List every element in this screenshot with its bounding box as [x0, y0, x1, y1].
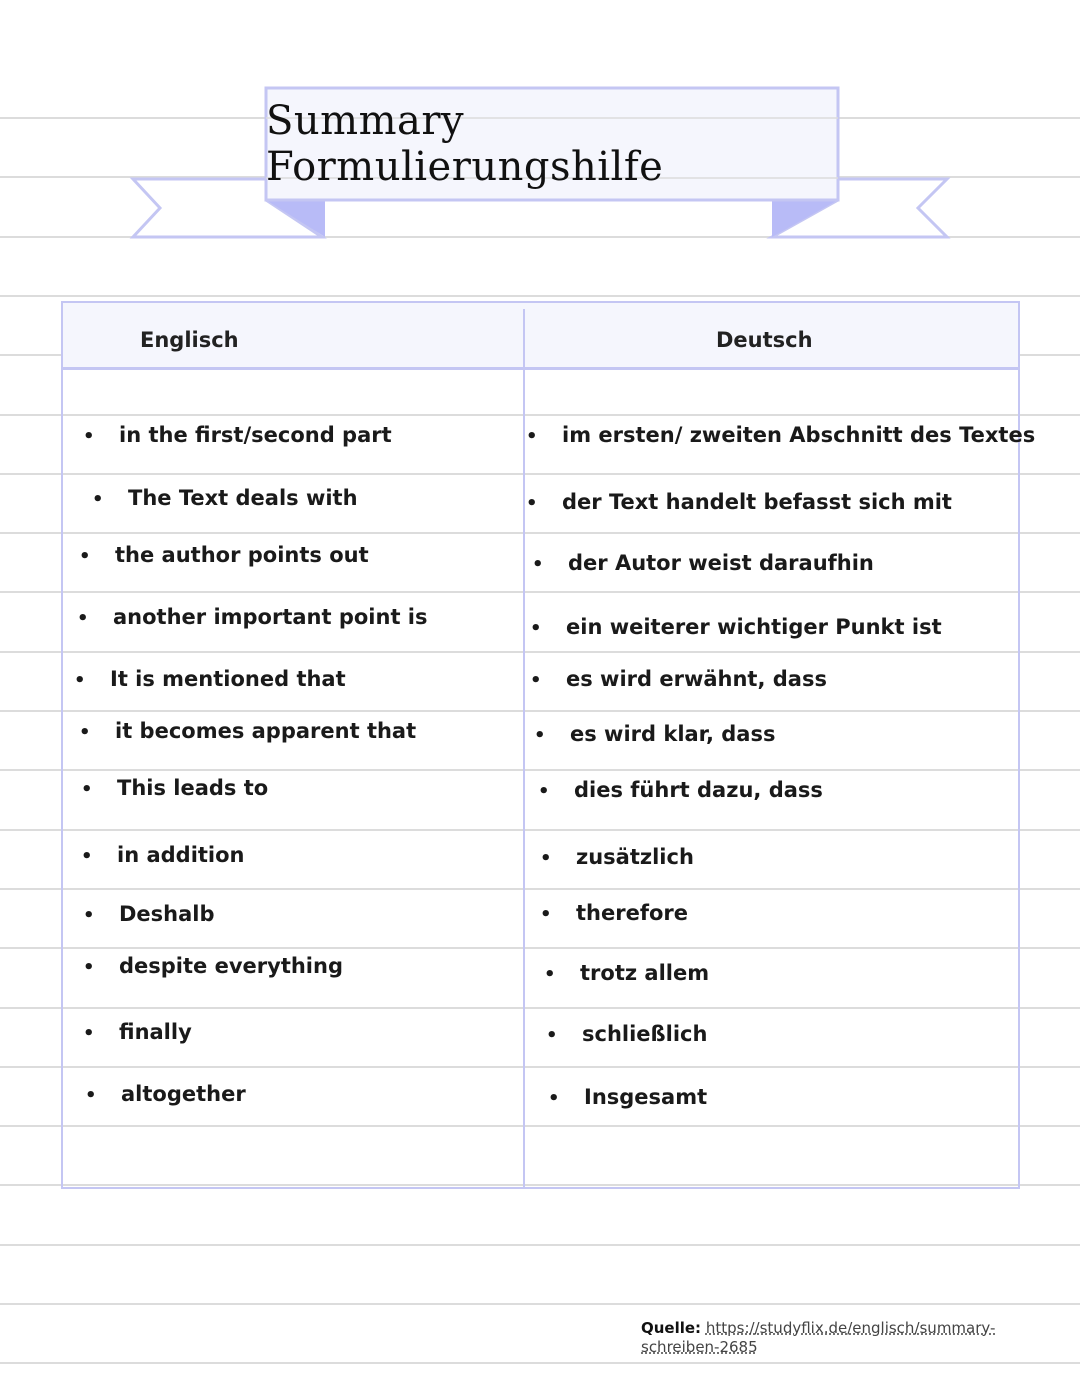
phrase-text: the author points out [115, 543, 369, 567]
bullet-icon: • [81, 846, 93, 867]
bullet-icon: • [546, 1025, 558, 1046]
bullet-icon: • [530, 670, 542, 691]
phrase-text: in the first/second part [119, 423, 392, 447]
header-german: Deutsch [716, 328, 813, 352]
phrase-text: ein weiterer wichtiger Punkt ist [566, 615, 942, 639]
german-phrase [526, 490, 952, 514]
bullet-icon: • [83, 905, 95, 926]
english-phrase [83, 423, 392, 447]
phrase-text: finally [119, 1020, 192, 1044]
german-phrase [548, 1085, 707, 1109]
english-phrase [79, 543, 369, 567]
phrase-text: Insgesamt [584, 1085, 708, 1109]
bullet-icon: • [532, 554, 544, 575]
phrase-text: dies führt dazu, dass [574, 778, 823, 802]
german-phrase [540, 901, 688, 925]
phrase-text: trotz allem [580, 961, 710, 985]
english-phrase [92, 486, 358, 510]
bullet-icon: • [526, 493, 538, 514]
english-phrase [74, 667, 346, 691]
german-phrase [526, 423, 1035, 447]
phrase-text: This leads to [117, 776, 269, 800]
bullet-icon: • [530, 618, 542, 639]
phrase-text: it becomes apparent that [115, 719, 417, 743]
bullet-icon: • [544, 964, 556, 985]
phrase-text: It is mentioned that [110, 667, 346, 691]
phrase-text: im ersten/ zweiten Abschnitt des Textes [562, 423, 1036, 447]
german-phrase [530, 667, 827, 691]
german-phrase [546, 1022, 707, 1046]
english-phrase [83, 954, 343, 978]
phrase-text: es wird erwähnt, dass [566, 667, 827, 691]
english-phrase [77, 605, 428, 629]
bullet-icon: • [81, 779, 93, 800]
table-header [63, 303, 1018, 370]
bullet-icon: • [79, 546, 91, 567]
english-phrase [81, 776, 268, 800]
german-phrase [538, 778, 823, 802]
phrase-text: The Text deals with [128, 486, 358, 510]
source-link[interactable]: https://studyflix.de/englisch/summary-schreiben-2685 [641, 1319, 996, 1356]
source-note [641, 1319, 1001, 1357]
bullet-icon: • [526, 426, 538, 447]
phrase-text: der Text handelt befasst sich mit [562, 490, 952, 514]
english-phrase [79, 719, 416, 743]
rule-line [0, 1303, 1080, 1305]
column-divider [523, 309, 525, 1187]
bullet-icon: • [77, 608, 89, 629]
phrase-text: zusätzlich [576, 845, 694, 869]
bullet-icon: • [85, 1085, 97, 1106]
phrase-text: Deshalb [119, 902, 215, 926]
german-phrase [544, 961, 709, 985]
page-title: Summary Formulierungshilfe [266, 98, 664, 190]
bullet-icon: • [83, 1023, 95, 1044]
phrase-text: despite everything [119, 954, 343, 978]
bullet-icon: • [540, 904, 552, 925]
phrase-text: es wird klar, dass [570, 722, 776, 746]
source-label: Quelle: [641, 1319, 702, 1337]
phrase-table [61, 301, 1036, 1189]
german-phrase [534, 722, 775, 746]
bullet-icon: • [74, 670, 86, 691]
header-english: Englisch [140, 328, 239, 352]
rule-line [0, 1362, 1080, 1364]
german-phrase [530, 615, 942, 639]
phrase-text: in addition [117, 843, 245, 867]
bullet-icon: • [83, 426, 95, 447]
bullet-icon: • [548, 1088, 560, 1109]
bullet-icon: • [538, 781, 550, 802]
english-phrase [83, 1020, 192, 1044]
bullet-icon: • [79, 722, 91, 743]
rule-line [0, 295, 1080, 297]
german-phrase [532, 551, 874, 575]
english-phrase [83, 902, 215, 926]
english-phrase [81, 843, 245, 867]
phrase-text: therefore [576, 901, 688, 925]
bullet-icon: • [83, 957, 95, 978]
phrase-text: der Autor weist daraufhin [568, 551, 874, 575]
phrase-text: another important point is [113, 605, 428, 629]
bullet-icon: • [540, 848, 552, 869]
bullet-icon: • [534, 725, 546, 746]
rule-line [0, 1244, 1080, 1246]
english-phrase [85, 1082, 246, 1106]
bullet-icon: • [92, 489, 104, 510]
phrase-text: schließlich [582, 1022, 708, 1046]
german-phrase [540, 845, 694, 869]
phrase-text: altogether [121, 1082, 246, 1106]
